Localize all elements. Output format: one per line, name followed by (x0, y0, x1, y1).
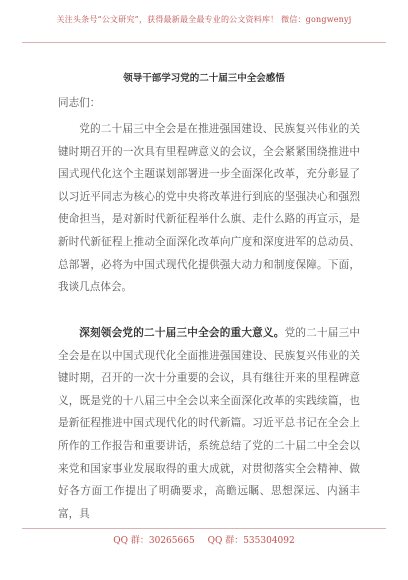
footer-qq-group-2: QQ 群：535304092 (207, 536, 295, 546)
footer-qq-group-1: QQ 群：30265665 (113, 536, 195, 546)
salutation: 同志们： (58, 97, 101, 109)
paragraph-body: 党的二十届三中全会是在以中国式现代化全面推进强国建设、民族复兴伟业的关键时期，召开的一次十分重要的会议，具有继往开来的里程碑意义，既是党的十八届三中全会以来全面深化改革的实践续篇，也是新征程推进中国式现代化的时代新篇。习近平总书记在全会上所作的工作报告和重要讲话，系统总结了党的二十届二中全会以来党和国家事业发展取得的重大成就，对贯彻落实全会精神、做好各方面工作提出了明确要求，高瞻远瞩、思想深远、内涵丰富，具 (58, 327, 361, 520)
paragraph-lead-heading: 深刻领会党的二十届三中全会的重大意义。 (79, 327, 285, 339)
header-divider (22, 42, 386, 43)
paragraph-significance (58, 322, 360, 525)
footer-contacts (0, 533, 408, 546)
document-title: 领导干部学习党的二十届三中全会感悟 (123, 73, 285, 84)
paragraph-intro: 党的二十届三中全会是在推进强国建设、民族复兴伟业的关键时期召开的一次具有里程碑意义的会议，全会紧紧围绕推进中国式现代化这个主题谋划部署进一步全面深化改革，充分彰显了以习近平同志为核心的党中央将改革进行到底的坚强决心和强烈使命担当，是对新时代新征程举什么旗、走什么路的再宣示，是新时代新征程上推动全面深化改革向广度和深度进军的总动员、总部署，必将为中国式现代化提供强大动力和制度保障。下面，我谈几点体会。 (58, 123, 360, 294)
footer-divider (22, 528, 386, 529)
promo-header: 关注头条号“公文研究”，获得最新最全最专业的公文资料库！ 微信：gongwenyj (56, 15, 352, 24)
